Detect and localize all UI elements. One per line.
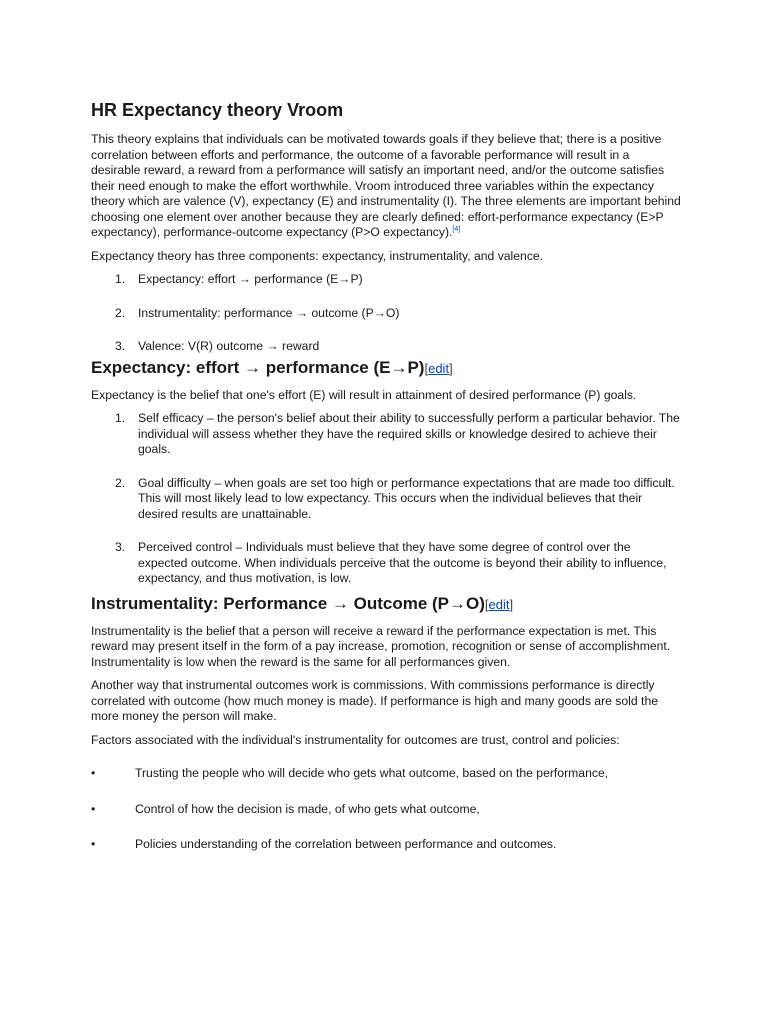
list-item-text: Instrumentality: performance → outcome (P→O) bbox=[138, 305, 400, 320]
bracket-open: [ bbox=[484, 596, 489, 612]
list-item bbox=[91, 411, 681, 458]
section-heading-text: Instrumentality: Performance → Outcome (P→O) bbox=[91, 593, 485, 613]
list-number: 2. bbox=[115, 475, 126, 490]
components-list bbox=[91, 272, 681, 355]
section2-paragraph-1: Instrumentality is the belief that a person will receive a reward if the performance expectation is met. This reward may present itself in the form of a pay increase, promotion, recognition or sense of accomplishment. Instrumentality is low when the reward is the same for all performances given. bbox=[91, 623, 671, 669]
expectancy-factors-list bbox=[91, 411, 681, 587]
section1-body: Expectancy is the belief that one's effort (E) will result in attainment of desired performance (P) goals. bbox=[91, 387, 637, 402]
reference-link[interactable]: [4] bbox=[452, 225, 461, 233]
bracket-close: ] bbox=[449, 360, 453, 376]
section-heading-expectancy bbox=[91, 357, 681, 380]
intro-paragraph bbox=[91, 132, 681, 241]
edit-section-link[interactable]: edit bbox=[428, 360, 450, 376]
bracket-close: ] bbox=[509, 596, 514, 612]
section2-paragraph-3: Factors associated with the individual's instrumentality for outcomes are trust, control and policies: bbox=[91, 732, 620, 747]
factors-bullet-list bbox=[91, 766, 681, 853]
edit-section-link[interactable]: edit bbox=[488, 596, 510, 612]
bullet-icon: • bbox=[91, 766, 96, 780]
edit-section-wrap bbox=[424, 361, 452, 376]
list-item bbox=[91, 476, 681, 523]
edit-section-wrap bbox=[485, 597, 513, 612]
list-item bbox=[91, 272, 681, 288]
list-number: 1. bbox=[115, 272, 126, 286]
list-item bbox=[91, 339, 681, 355]
list-item bbox=[91, 540, 681, 587]
list-item bbox=[91, 306, 681, 322]
list-item-text: Goal difficulty – when goals are set too high or performance expectations that are made too difficult. This will most likely lead to low expectancy. This occurs when the individual believes that their desired results are unattainable. bbox=[138, 475, 675, 521]
list-item-text: Valence: V(R) outcome → reward bbox=[138, 339, 320, 353]
list-number: 2. bbox=[115, 305, 126, 320]
list-item-text: Control of how the decision is made, of who gets what outcome, bbox=[135, 801, 480, 816]
list-item-text: Trusting the people who will decide who gets what outcome, based on the performance, bbox=[135, 766, 609, 780]
document-page bbox=[91, 98, 681, 873]
list-number: 1. bbox=[115, 411, 126, 425]
list-number: 3. bbox=[115, 339, 126, 353]
bullet-icon: • bbox=[91, 801, 96, 816]
section-heading-instrumentality bbox=[91, 593, 681, 616]
components-intro: Expectancy theory has three components: expectancy, instrumentality, and valence. bbox=[91, 248, 544, 263]
bracket-open: [ bbox=[424, 360, 429, 376]
list-item-text: Policies understanding of the correlation between performance and outcomes. bbox=[135, 837, 557, 851]
page-title: HR Expectancy theory Vroom bbox=[91, 100, 344, 120]
section-heading-text: Expectancy: effort → performance (E→P) bbox=[91, 357, 425, 377]
section2-paragraph-2: Another way that instrumental outcomes work is commissions. With commissions performance is directly correlated with outcome (how much money is made). If performance is high and many goods are sold the more money the person will make. bbox=[91, 678, 658, 723]
list-item-text: Perceived control – Individuals must believe that they have some degree of control over the expected outcome. When individuals perceive that the outcome is beyond their ability to influence, expectancy, and thus motivation, is low. bbox=[138, 540, 667, 585]
list-number: 3. bbox=[115, 540, 126, 554]
list-item-text: Self efficacy – the person's belief about their ability to successfully perform a particular behavior. The individual will assess whether they have the required skills or knowledge desired to achieve their goals. bbox=[138, 411, 680, 456]
intro-text: This theory explains that individuals can be motivated towards goals if they believe that; there is a positive correlation between efforts and performance, the outcome of a favorable performance will result in a desirable reward, a reward from a performance will satisfy an important need, and/or the outcome satisfies their need enough to make the effort worthwhile. Vroom introduced three variables within the expectancy theory which are valence (V), expectancy (E) and instrumentality (I). The three elements are important behind choosing one element over another because they are clearly defined: effort-performance expectancy (E>P expectancy), performance-outcome expectancy (P>O expectancy). bbox=[91, 132, 681, 239]
list-item-text: Expectancy: effort → performance (E→P) bbox=[138, 272, 363, 286]
list-item bbox=[91, 837, 681, 853]
list-item bbox=[91, 766, 681, 782]
list-item bbox=[91, 802, 681, 818]
bullet-icon: • bbox=[91, 837, 96, 851]
